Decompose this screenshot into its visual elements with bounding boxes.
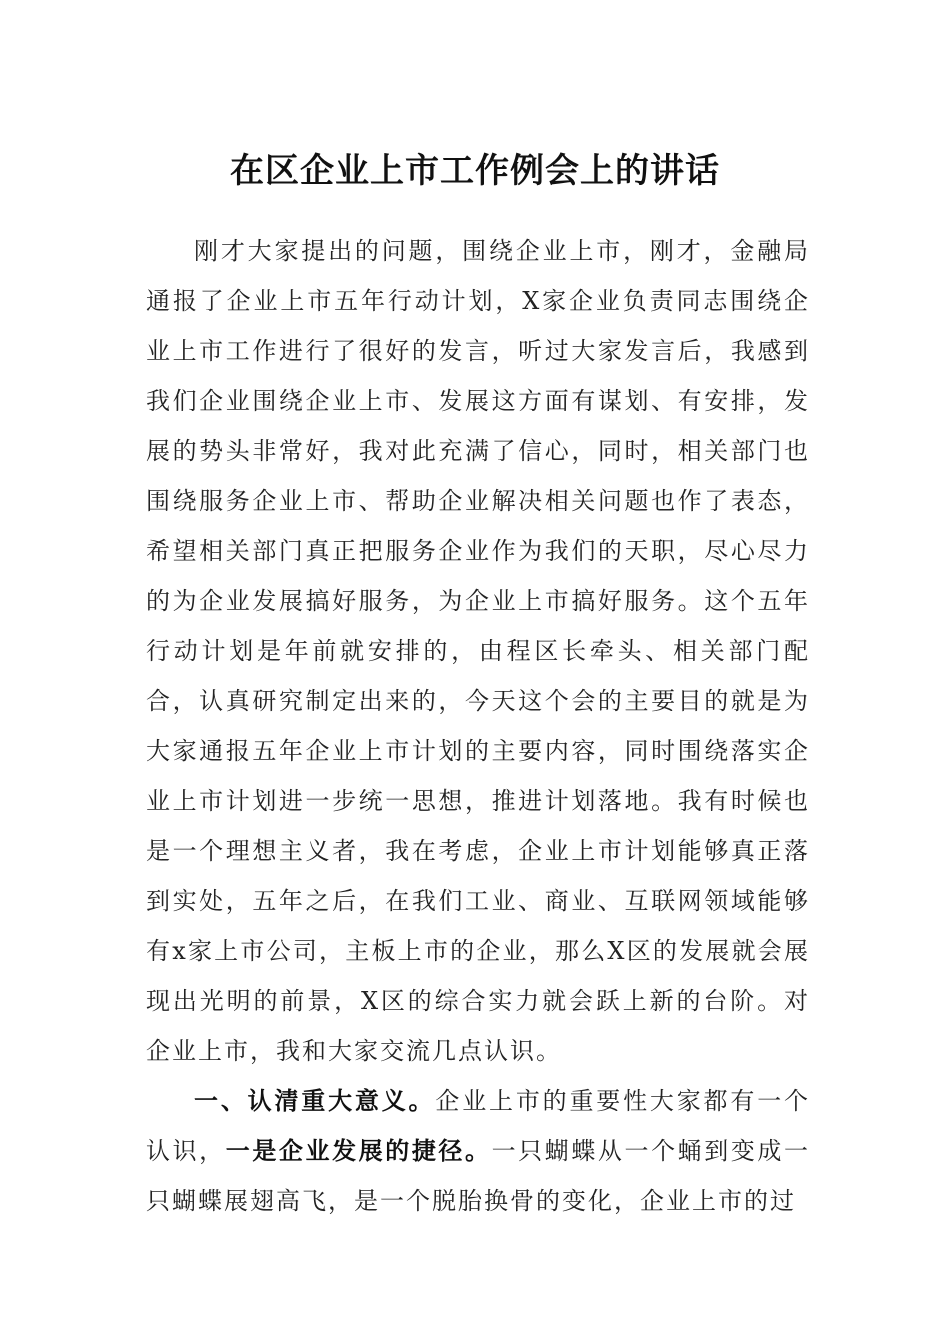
paragraph-section-1 bbox=[146, 1076, 810, 1226]
section-1-text-b: 一只蝴蝶从一个蛹到变成一只蝴蝶展翅高飞，是一个脱胎换骨的变化，企业上市的过 bbox=[146, 1137, 811, 1215]
section-1-text-a: 企业上市的重要性大家都有一个认识， bbox=[146, 1087, 811, 1165]
section-1-heading: 一、认清重大意义。 bbox=[194, 1087, 436, 1115]
document-body bbox=[146, 226, 810, 1226]
section-1-subheading: 一是企业发展的捷径。 bbox=[225, 1137, 492, 1165]
paragraph-intro: 刚才大家提出的问题，围绕企业上市，刚才，金融局通报了企业上市五年行动计划，X家企业负责同志围绕企业上市工作进行了很好的发言，听过大家发言后，我感到我们企业围绕企业上市、发展这方面有谋划、有安排，发展的势头非常好，我对此充满了信心，同时，相关部门也围绕服务企业上市、帮助企业解决相关问题也作了表态，希望相关部门真正把服务企业作为我们的天职，尽心尽力的为企业发展搞好服务，为企业上市搞好服务。这个五年行动计划是年前就安排的，由程区长牵头、相关部门配合，认真研究制定出来的，今天这个会的主要目的就是为大家通报五年企业上市计划的主要内容，同时围绕落实企业上市计划进一步统一思想，推进计划落地。我有时候也是一个理想主义者，我在考虑，企业上市计划能够真正落到实处，五年之后，在我们工业、商业、互联网领域能够有x家上市公司，主板上市的企业，那么X区的发展就会展现出光明的前景，X区的综合实力就会跃上新的台阶。对企业上市，我和大家交流几点认识。 bbox=[146, 237, 810, 1065]
document-title: 在区企业上市工作例会上的讲话 bbox=[230, 150, 720, 191]
